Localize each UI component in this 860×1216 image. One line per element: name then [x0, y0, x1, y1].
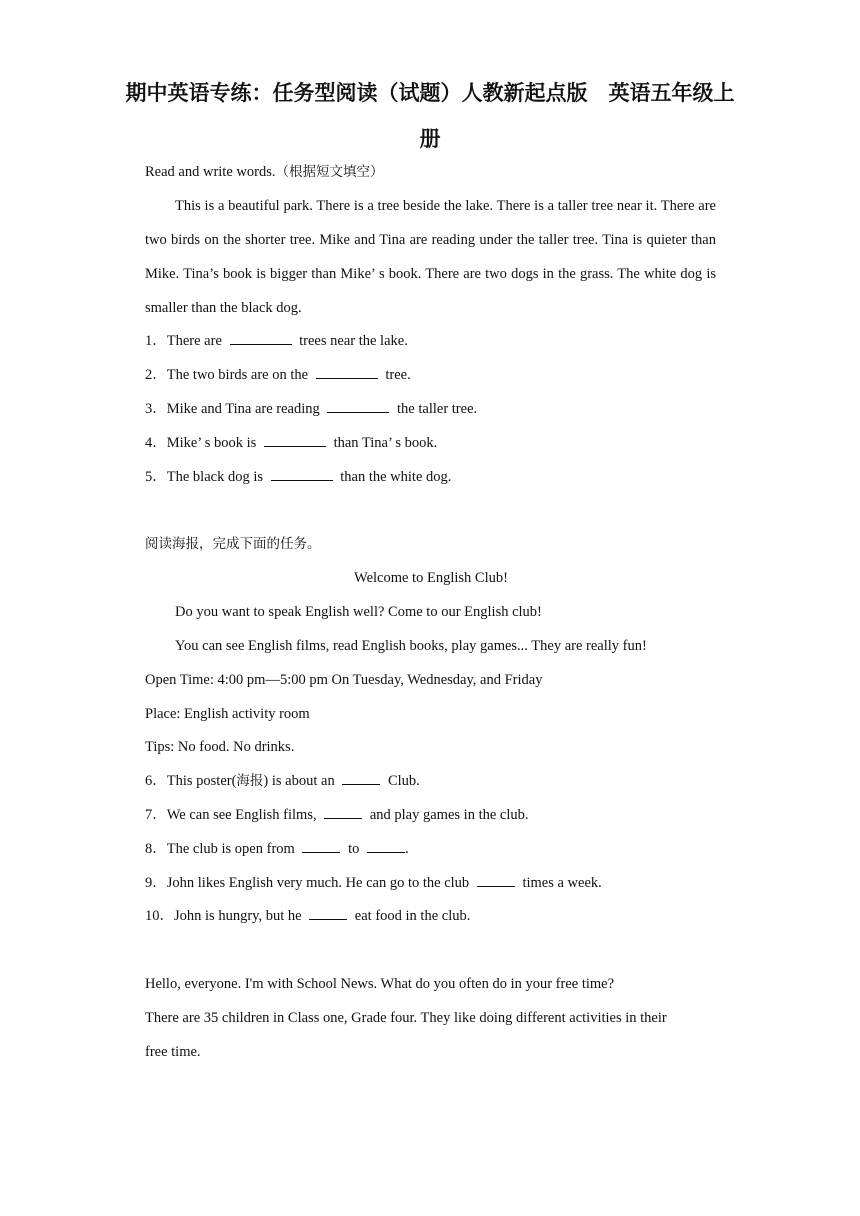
answer-blank-8a[interactable]: [302, 838, 340, 853]
question-5: 5．The black dog is than the white dog.: [145, 460, 717, 494]
answer-blank-8b[interactable]: [367, 838, 405, 853]
poster-place: Place: English activity room: [145, 706, 310, 722]
answer-blank-9[interactable]: [477, 872, 515, 887]
answer-blank-6[interactable]: [342, 770, 380, 785]
answer-blank-10[interactable]: [309, 905, 347, 920]
news-line-1: Hello, everyone. I'm with School News. What do you often do in your free time?: [145, 976, 615, 992]
answer-blank-2[interactable]: [316, 364, 378, 379]
instruction-en: Read and write words.: [145, 164, 276, 180]
question-8: 8．The club is open from to .: [145, 832, 717, 866]
news-line-3: free time.: [145, 1044, 201, 1060]
question-1: 1．There are trees near the lake.: [145, 324, 717, 358]
answer-blank-4[interactable]: [264, 432, 326, 447]
news-line-2: There are 35 children in Class one, Grade four. They like doing different activities in their: [145, 1010, 667, 1026]
poster-title: Welcome to English Club!: [354, 570, 508, 586]
question-6: 6．This poster(海报) is about an Club.: [145, 764, 717, 798]
reading-passage: This is a beautiful park. There is a tree beside the lake. There is a taller tree near it. There are two birds on the shorter tree. Mike and Tina are reading under the taller tree. Tina is quieter than Mike. Tina’s book is bigger than Mike’ s book. There are two dogs in the grass. The white dog is smaller than the black dog.: [145, 198, 716, 316]
answer-blank-7[interactable]: [324, 804, 362, 819]
answer-blank-3[interactable]: [327, 398, 389, 413]
question-10: 10．John is hungry, but he eat food in the club.: [145, 899, 717, 933]
question-2: 2．The two birds are on the tree.: [145, 358, 717, 392]
instruction-cn: （根据短文填空）: [275, 164, 384, 180]
poster-tips: Tips: No food. No drinks.: [145, 739, 295, 755]
question-4: 4．Mike’ s book is than Tina’ s book.: [145, 426, 717, 460]
poster-open-time: Open Time: 4:00 pm—5:00 pm On Tuesday, Wednesday, and Friday: [145, 672, 543, 688]
question-7: 7．We can see English films, and play games in the club.: [145, 798, 717, 832]
answer-blank-5[interactable]: [271, 466, 333, 481]
poster-line-1: Do you want to speak English well? Come to our English club!: [175, 604, 542, 620]
question-9: 9．John likes English very much. He can go to the club times a week.: [145, 866, 717, 900]
poster-line-2: You can see English films, read English books, play games... They are really fun!: [175, 638, 647, 654]
page-title: 期中英语专练：任务型阅读（试题）人教新起点版 英语五年级上册: [125, 81, 735, 151]
section1-instruction: [145, 155, 717, 189]
section2-instruction: 阅读海报，完成下面的任务。: [145, 536, 321, 552]
answer-blank-1[interactable]: [230, 330, 292, 345]
question-3: 3．Mike and Tina are reading the taller tree.: [145, 392, 717, 426]
